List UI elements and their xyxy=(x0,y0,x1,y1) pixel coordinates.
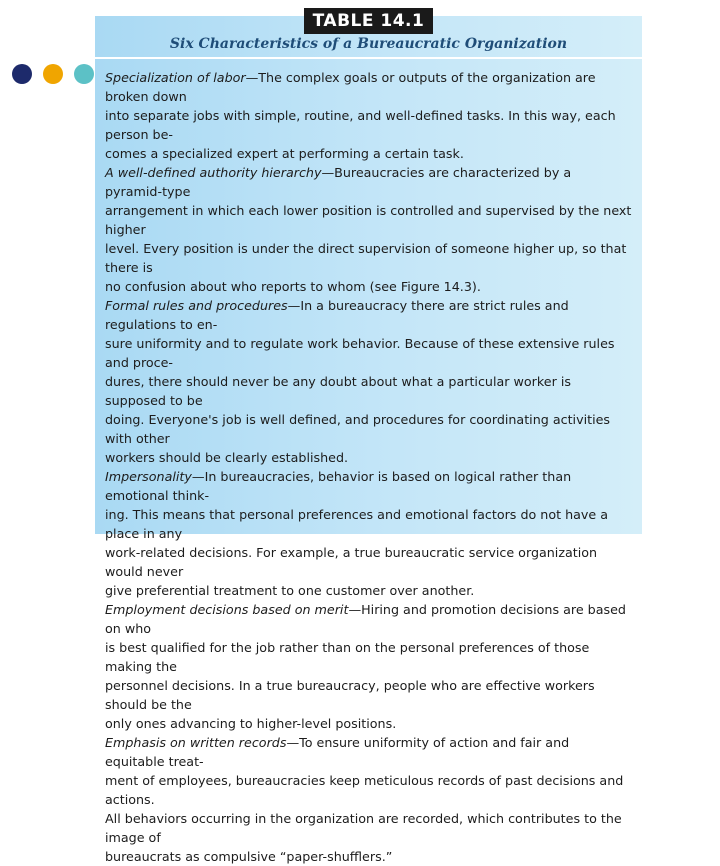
item-line: doing. Everyone's job is well defined, and procedures for coordinating activities with other xyxy=(105,412,611,446)
item-line: sure uniformity and to regulate work behavior. Because of these extensive rules and proce- xyxy=(105,336,615,370)
table-label: TABLE 14.1 xyxy=(304,8,434,34)
item-line: work-related decisions. For example, a true bureaucratic service organization would never xyxy=(105,545,598,579)
item-line: —Bureaucracies are characterized by a pyramid-type xyxy=(105,165,572,199)
item-line: only ones advancing to higher-level positions. xyxy=(105,716,397,731)
table-panel xyxy=(95,11,642,864)
item-line: bureaucrats as compulsive “paper-shufflers.” xyxy=(105,849,393,864)
item-term: Employment decisions based on merit xyxy=(105,602,349,617)
item-line: give preferential treatment to one customer over another. xyxy=(105,583,475,598)
item-term: A well-defined authority hierarchy xyxy=(105,165,322,180)
list-item xyxy=(105,296,632,467)
item-line: —In a bureaucracy there are strict rules and regulations to en- xyxy=(105,298,569,332)
table-title: Six Characteristics of a Bureaucratic Organization xyxy=(169,36,568,52)
dot-navy xyxy=(12,64,32,84)
item-line: dures, there should never be any doubt about what a particular worker is supposed to be xyxy=(105,374,571,408)
item-line: ing. This means that personal preferences and emotional factors do not have a place in any xyxy=(105,507,609,541)
item-line: level. Every position is under the direct supervision of someone higher up, so that there is xyxy=(105,241,627,275)
item-line: arrangement in which each lower position is controlled and supervised by the next higher xyxy=(105,203,632,237)
item-line: is best qualified for the job rather than on the personal preferences of those making the xyxy=(105,640,590,674)
item-term: Emphasis on written records xyxy=(105,735,287,750)
item-term: Formal rules and procedures xyxy=(105,298,288,313)
item-line: —In bureaucracies, behavior is based on logical rather than emotional think- xyxy=(105,469,572,503)
characteristics-list xyxy=(105,68,632,866)
item-term: Impersonality xyxy=(105,469,192,484)
list-item xyxy=(105,467,632,600)
item-line: ment of employees, bureaucracies keep meticulous records of past decisions and actions. xyxy=(105,773,624,807)
item-line: All behaviors occurring in the organization are recorded, which contributes to the image of xyxy=(105,811,622,845)
list-item xyxy=(105,68,632,163)
item-line: into separate jobs with simple, routine, and well-defined tasks. In this way, each person be- xyxy=(105,108,616,142)
item-line: —Hiring and promotion decisions are based on who xyxy=(105,602,626,636)
item-line: no confusion about who reports to whom (see Figure 14.3). xyxy=(105,279,481,294)
dot-orange xyxy=(43,64,63,84)
list-item xyxy=(105,163,632,296)
item-line: —To ensure uniformity of action and fair and equitable treat- xyxy=(105,735,570,769)
title-divider xyxy=(95,57,642,59)
item-line: personnel decisions. In a true bureaucracy, people who are effective workers should be the xyxy=(105,678,595,712)
item-line: —The complex goals or outputs of the organization are broken down xyxy=(105,70,596,104)
list-item xyxy=(105,733,632,866)
item-line: comes a specialized expert at performing a certain task. xyxy=(105,146,464,161)
list-item xyxy=(105,600,632,733)
dot-teal xyxy=(74,64,94,84)
item-term: Specialization of labor xyxy=(105,70,246,85)
item-line: workers should be clearly established. xyxy=(105,450,349,465)
